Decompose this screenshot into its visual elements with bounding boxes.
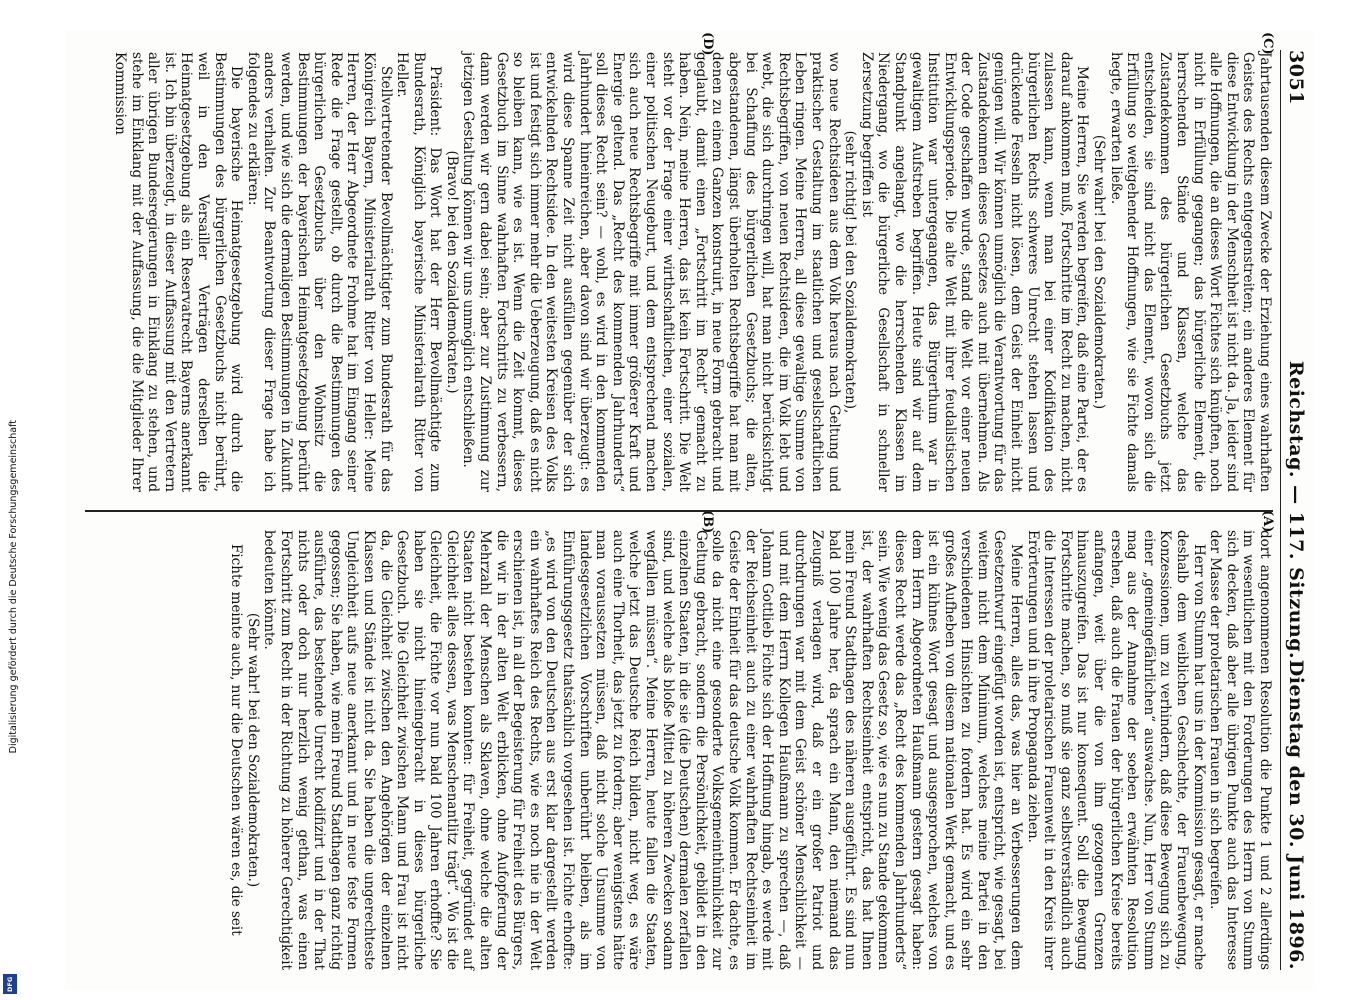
column-divider [85,510,1273,512]
column-left-half [228,530,1273,970]
paragraph: Meine Herren, Sie werden begreifen, daß eine Partei, der es darauf ankommen muß, Fortschritte im Recht zu machen, nicht zulassen kann, wenn man bei einer Kodifikation des bürgerlichen Rechts schweres Unrecht stehen lassen und drückende Fesseln nicht lösen, dem Geist der Einheit nicht genügen will. Wir können unmöglich die Verantwortung für das Zustandekommen dieses Gesetzes auch mit übernehmen. Als der Code geschaffen wurde, stand die Welt vor einer neuen Entwicklungsperiode. Die alte Welt mit ihrer feudalistischen Institution war untergegangen, das Bürgerthum war in gewaltigem Aufstreben begriffen. Heute sind wir auf dem Standpunkt angelangt, wo die herrschenden Klassen im Niedergang, wo die bürgerliche Gesellschaft in schneller Zersetzung begriffen ist [858,52,1091,492]
interjection: (sehr richtig! bei den Sozialdemokraten), [842,130,859,414]
paragraph: dort angenommenen Resolution die Punkte 1 und 2 allerdings im wesentlichen mit den Forderungen des Herrn von Stumm sich decken, daß aber alle übrigen Punkte auch das Interesse der Masse der proletarischen Frauen in sich begreifen. [1207,530,1273,970]
interjection: (Sehr wahr! bei den Sozialdemokraten.) [244,612,261,888]
paragraph: wo neue Rechtsideen aus dem Volk heraus nach Geltung und praktischer Gestaltung im staatlichen und gesellschaftlichen Leben ringen. Meine Herren, all diese gewaltige Summe von Rechtsbegriffen, von neuen Rechtsideen, die im Volk lebt und webt, die sich durchringen will, hat man nicht berücksichtigt bei Schaffung des bürgerlichen Gesetzbuchs; die alten, abgestandenen, längst überholten Rechtsbegriffe hat man mit denen zu einem Ganzen konstruirt, in neue Form gebracht und geglaubt, damit einen „Fortschritt im Recht“ gemacht zu haben. Nein, meine Herren, das ist kein Fortschritt. Die Welt steht vor der Frage einer wirthschaftlichen, einer sozialen, einer politischen Neugeburt, und dem entsprechend machen sich auch neue Rechtsbegriffe mit immer größerer Kraft und Energie geltend. Das „Recht des kommenden Jahrhunderts“ soll dieses Recht sein? — wohl, es wird in den kommenden Jahrhundert hineinreichen, aber davon sind wir überzeugt: es wird diese Spanne Zeit nicht ausfüllen gegenüber der sich entwickelnden Rechtsidee. In den weitesten Kreisen des Volks ist und festigt sich immer mehr die Ueberzeugung, daß es nicht so bleiben kann, wie es ist. Wenn die Zeit kommt, dieses Gesetzbuch im Sinne wahrhaften Fortschritts zu verbessern, dann werden wir gern dabei sein; aber zur Zustimmung zur jetzigen Gestaltung können wir uns unmöglich entschließen. [460,52,842,492]
margin-marker-c: (C) [1260,32,1275,55]
digitization-credit: Digitalisierung gefördert durch die Deutsche Forschungsgemeinschaft [8,420,19,754]
margin-marker-d: (D) [700,32,715,56]
speaker-paragraph: Stellvertretender Bevollmächtigter zum Bundesrath für das Königreich Bayern, Ministerialrath Ritter von Heller: Meine Herren, der Herr Abgeordnete Frohme hat im Eingang seiner Rede die Frage gestellt, ob durch die Bestimmungen des bürgerlichen Gesetzbuchs über den Wohnsitz die Bestimmungen der bayerischen Heimatgesetzgebung berührt werden, und wie sich die dermaligen Bestimmungen in Zukunft anders verhalten. Zur Beantwortung dieser Frage habe ich folgendes zu erklären: [244,52,394,492]
session-date: Dienstag den 30. Juni 1896. [1285,659,1307,970]
page-header [1280,50,1307,970]
session-title: Reichstag. — 117. Sitzung. [1285,360,1307,660]
interjection: (Bravo! bei den Sozialdemokraten.) [443,150,460,394]
margin-marker-b: (B) [700,510,715,534]
rotated-newspaper-page [65,30,1315,990]
paragraph: Fichte meinte auch, nur die Deutschen wären es, die seit [228,544,245,936]
dfg-logo-icon: DFG [3,974,17,994]
interjection: (Sehr wahr! bei den Sozialdemokraten.) [1091,134,1108,410]
paragraph: Jahrtausenden diesem Zwecke der Erziehung eines wahrhaften Geistes des Rechts entgegenstreiten; ein anderes Element für diese Entwicklung in der Menschheit ist nicht da. Ja, leider sind alle Hoffnungen, die an dieses Wort Fichtes sich knüpften, noch nicht in Erfüllung gegangen; das bürgerliche Element, die herrschenden Stände und Klassen, welche das Zustandekommen des bürgerlichen Gesetzbuchs jetzt entscheiden, sie sind nicht das Element, wovon sich die Erfüllung so weitgehender Hoffnungen, wie sie Fichte damals hegte, erwarten ließe. [1107,52,1273,492]
page-number: 3051 [1285,50,1307,105]
margin-marker-a: (A) [1260,510,1275,533]
paragraph: Herr von Stumm hat uns in der Kommission gesagt, er mache deshalb dem weiblichen Geschlechte, der Frauenbewegung, Konzessionen, um zu verhindern, daß diese Bewegung sich zu einer „gemeingefährlichen“ auswachse. Nun, Herr von Stumm mag aus der Annahme der soeben erwähnten Resolution ersehen, daß auch die Frauen der bürgerlichen Kreise bereits anfangen, weit über die von ihm gezogenen Grenzen hinauszugreifen. Das ist nur konsequent. Soll die Bewegung Fortschritte machen, so muß sie ganz selbstverständlich auch die Interessen der proletarischen Frauenwelt in den Kreis ihrer Erörterungen und in ihre Propaganda ziehen. [1024,530,1207,970]
column-right-half [111,52,1273,492]
speaker-paragraph: Präsident: Das Wort hat der Herr Bevollmächtigte zum Bundesrath, Königlich bayerische Ministerialrath Ritter von Heller. [394,52,444,492]
paragraph: Die bayerische Heimatgesetzgebung wird durch die Bestimmungen des bürgerlichen Gesetzbuchs nicht berührt, weil in den Versailler Verträgen derselben die Heimatgesetzgebung als ein Reservatrecht Bayerns anerkannt ist. Ich bin überzeugt, in dieser Auffassung mit den Vertretern aller übrigen Bundesregierungen in Einklang zu stehen, und stehe im Einklang mit der Auffassung, die die Mitglieder Ihrer Kommission [112,52,245,492]
paragraph: Meine Herren, alles das, was hier an Verbesserungen dem Gesetzentwurf eingefügt worden ist, entspricht, wie gesagt, bei weitem nicht dem Minimum, welches meine Partei in den verschiedenen Hinsichten zu fordern hat. Es wird ein sehr großes Aufheben von diesem nationalen Werk gemacht, und es ist ein kühnes Wort gesagt und ausgesprochen, welches von dem Herrn Abgeordneten Haußmann gestern gesagt haben: dieses Recht werde das „Recht des kommenden Jahrhunderts“ sein. Wie wenig das Gesetz so, wie es nun zu Stande gekommen ist, der wahrhaften Rechtseinheit entspricht, das hat Ihnen mein Freund Stadthagen des näheren ausgeführt. Es sind nun bald 100 Jahre her, da sprach ein Mann, den niemand das Zeugniß verlagen wird, daß er ein großer Patriot und durchdrungen war mit dem Geist schöner Menschlichkeit — und mit dem Herrn Kollegen Haußmann zu sprechen —, daß Johann Gottlieb Fichte sich der Hoffnung hingab, es werde mit der Reichseinheit auch zu einer wahrhaften Rechtseinheit im Geiste der Einheit für das deutsche Volk kommen. Er dachte, es solle da nicht eine gesonderte Volksgemeinthümlichkeit zur Geltung gebracht, sondern die Persönlichkeit, gebildet in den einzelnen Staaten, in die sie (die Deutschen) dermalen zerfallen sind, und welche als bloße Mittel zu höheren Zwecken sodann wegfallen müssen“. Meine Herren, heute fallen die Staaten, welche jetzt das Deutsche Reich bilden, nicht weg, es wäre auch eine Thorheit, das jetzt zu fordern; aber wenigstens hätte man voraussetzen müssen, daß nicht solche Unsumme von landesgesetzlichen Vorschriften unberührt bleiben, als im Einführungsgesetz thatsächlich vorgesehen ist. Fichte erhoffte: „es wird von den Deutschen aus erst klar dargestellt werden ein wahrhaftes Reich des Rechts, wie es noch nie in der Welt erschienen ist, in all der Begeisterung für Freiheit des Bürgers, die wir in der alten Welt erblicken, ohne Aufopferung der Mehrzahl der Menschen als Sklaven, ohne welche die alten Staaten nicht bestehen konnten: für Freiheit, gegründet auf Gleichheit alles dessen, was Menschenantlitz trägt“. Wo ist die Gleichheit, die Fichte vor nun bald 100 Jahren erhoffte? Sie haben sie nicht hineingebracht in dieses bürgerliche Gesetzbuch. Die Gleichheit zwischen Mann und Frau ist nicht da, die Gleichheit zwischen den Angehörigen der einzelnen Klassen und Stände ist nicht da. Sie haben die ungerechteste Ungleichheit aufs neue anerkannt und in neue feste Formen gegossen; Sie haben, wie mein Freund Stadthagen ganz richtig ausführte, das bestehende Unrecht kodifizirt und in der That nichts oder doch nur herzlich wenig gethan, was einen Fortschritt zum Recht in der Richtung zu höherer Gerechtigkeit bedeuten könnte. [261,530,1025,970]
